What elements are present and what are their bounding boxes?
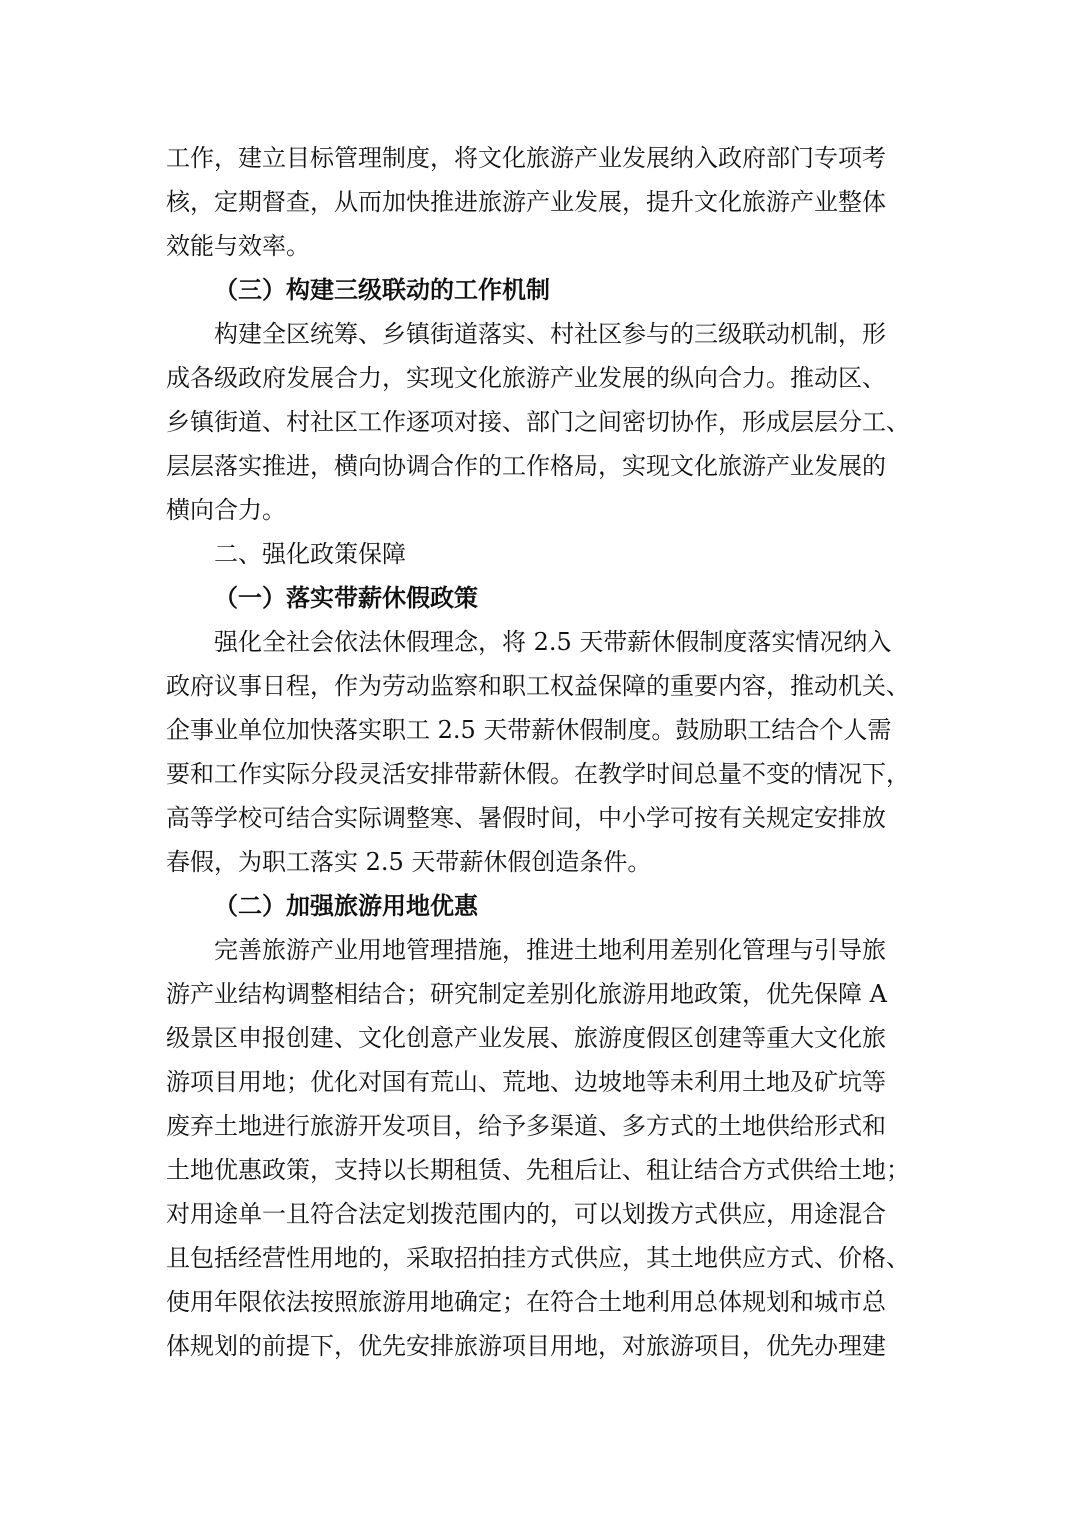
body-line: 高等学校可结合实际调整寒、暑假时间，中小学可按有关规定安排放 xyxy=(166,804,886,832)
body-line: 要和工作实际分段灵活安排带薪休假。在教学时间总量不变的情况下， xyxy=(166,760,910,788)
body-line: 使用年限依法按照旅游用地确定；在符合土地利用总体规划和城市总 xyxy=(166,1288,886,1316)
section-heading: 二、强化政策保障 xyxy=(214,540,406,568)
subsection-heading: （二）加强旅游用地优惠 xyxy=(214,892,478,920)
body-line: 强化全社会依法休假理念，将 2.5 天带薪休假制度落实情况纳入 xyxy=(214,628,892,656)
body-line: 游产业结构调整相结合；研究制定差别化旅游用地政策，优先保障 A xyxy=(166,980,887,1008)
body-line: 废弃土地进行旅游开发项目，给予多渠道、多方式的土地供给形式和 xyxy=(166,1112,886,1140)
body-line: 成各级政府发展合力，实现文化旅游产业发展的纵向合力。推动区、 xyxy=(166,364,886,392)
body-line: 且包括经营性用地的，采取招拍挂方式供应，其土地供应方式、价格、 xyxy=(166,1244,910,1272)
body-line: 工作，建立目标管理制度，将文化旅游产业发展纳入政府部门专项考 xyxy=(166,144,886,172)
body-line: 乡镇街道、村社区工作逐项对接、部门之间密切协作，形成层层分工、 xyxy=(166,408,910,436)
body-line: 春假，为职工落实 2.5 天带薪休假创造条件。 xyxy=(166,848,652,876)
body-line: 横向合力。 xyxy=(166,496,286,524)
body-line: 游项目用地；优化对国有荒山、荒地、边坡地等未利用土地及矿坑等 xyxy=(166,1068,886,1096)
body-line: 构建全区统筹、乡镇街道落实、村社区参与的三级联动机制，形 xyxy=(214,320,886,348)
body-line: 效能与效率。 xyxy=(166,232,310,260)
body-line: 土地优惠政策，支持以长期租赁、先租后让、租让结合方式供给土地； xyxy=(166,1156,910,1184)
subsection-heading: （一）落实带薪休假政策 xyxy=(214,584,478,612)
body-line: 体规划的前提下，优先安排旅游项目用地，对旅游项目，优先办理建 xyxy=(166,1332,886,1360)
body-line: 核，定期督查，从而加快推进旅游产业发展，提升文化旅游产业整体 xyxy=(166,188,886,216)
body-line: 政府议事日程，作为劳动监察和职工权益保障的重要内容，推动机关、 xyxy=(166,672,910,700)
body-line: 级景区申报创建、文化创意产业发展、旅游度假区创建等重大文化旅 xyxy=(166,1024,886,1052)
subsection-heading: （三）构建三级联动的工作机制 xyxy=(214,276,550,304)
body-line: 对用途单一且符合法定划拨范围内的，可以划拨方式供应，用途混合 xyxy=(166,1200,886,1228)
body-line: 层层落实推进，横向协调合作的工作格局，实现文化旅游产业发展的 xyxy=(166,452,886,480)
body-line: 完善旅游产业用地管理措施，推进土地利用差别化管理与引导旅 xyxy=(214,936,886,964)
body-line: 企事业单位加快落实职工 2.5 天带薪休假制度。鼓励职工结合个人需 xyxy=(166,716,892,744)
